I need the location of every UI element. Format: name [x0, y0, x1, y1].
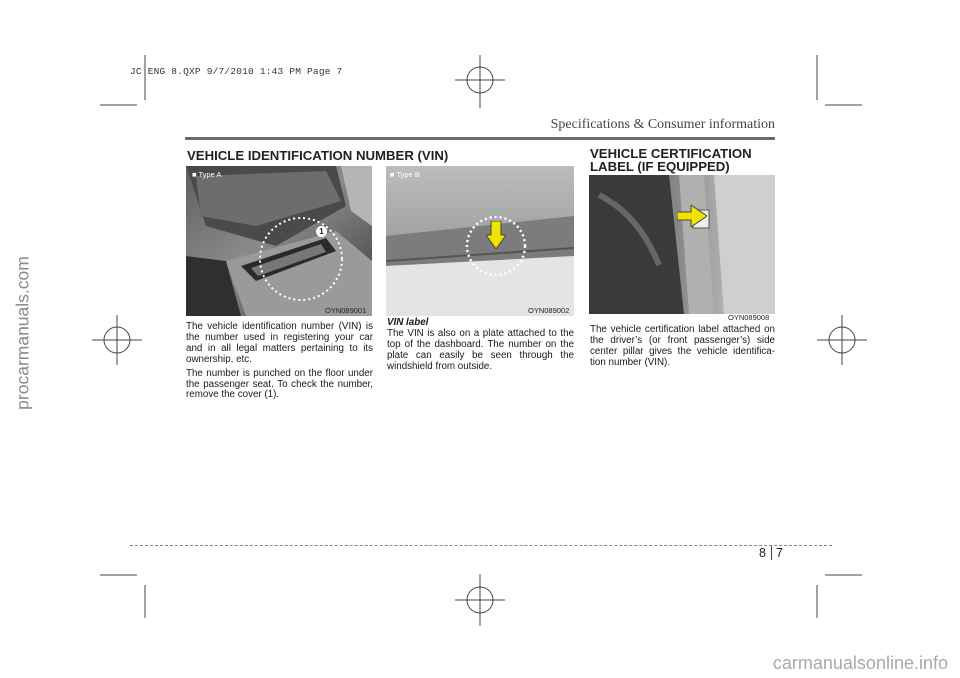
certification-heading-line1: VEHICLE CERTIFICATION [590, 146, 752, 161]
vin-dashboard-photo [386, 166, 574, 316]
certification-heading [590, 147, 752, 173]
vin-floor-photo [186, 166, 372, 316]
type-a-tag: ■ Type A [192, 170, 222, 179]
col3-body [590, 325, 775, 372]
type-b-tag: ■ Type B [390, 170, 420, 179]
yellow-arrow-icon [486, 221, 506, 249]
center-pillar-photo [589, 175, 775, 314]
col2-body [387, 318, 574, 376]
footer-rule [130, 545, 832, 546]
col2-para1: The VIN is also on a plate attached to the top of the dashboard. The number on the plate can easily be seen through the windshield from outside. [387, 327, 574, 372]
page-number: 7 [776, 546, 783, 560]
image-code-2: OYN089002 [528, 306, 570, 315]
certification-heading-line2: LABEL (IF EQUIPPED) [590, 159, 730, 174]
side-watermark: procarmanuals.com [12, 256, 33, 410]
page-number-divider [771, 546, 772, 560]
header-rule [185, 137, 775, 140]
callout-circle [256, 214, 346, 304]
col1-para2: The number is punched on the floor under the passenger seat. To check the number, remove the cover (1). [186, 367, 373, 401]
callout-number-badge: 1 [316, 226, 327, 237]
image-code-3: OYN089008 [728, 313, 770, 322]
section-header: Specifications & Consumer information [550, 117, 775, 132]
col3-para1: The vehicle certification label attached on the driver’s (or front passenger’s) side center pillar gives the vehicle identifica-tion number (VIN). [590, 324, 775, 368]
vin-heading: VEHICLE IDENTIFICATION NUMBER (VIN) [187, 148, 449, 163]
col1-para1: The vehicle identification number (VIN) is the number used in registering your car and in all legal matters pertaining to its ownership, etc. [186, 321, 373, 365]
bottom-watermark: carmanualsonline.info [772, 653, 948, 673]
print-slug: JC ENG 8.QXP 9/7/2010 1:43 PM Page 7 [130, 66, 343, 77]
yellow-arrow-icon [677, 205, 707, 227]
col1-body [186, 322, 373, 404]
chapter-number: 8 [759, 546, 766, 560]
image-code-1: OYN089001 [325, 306, 367, 315]
vin-label-subtitle: VIN label [387, 317, 429, 328]
